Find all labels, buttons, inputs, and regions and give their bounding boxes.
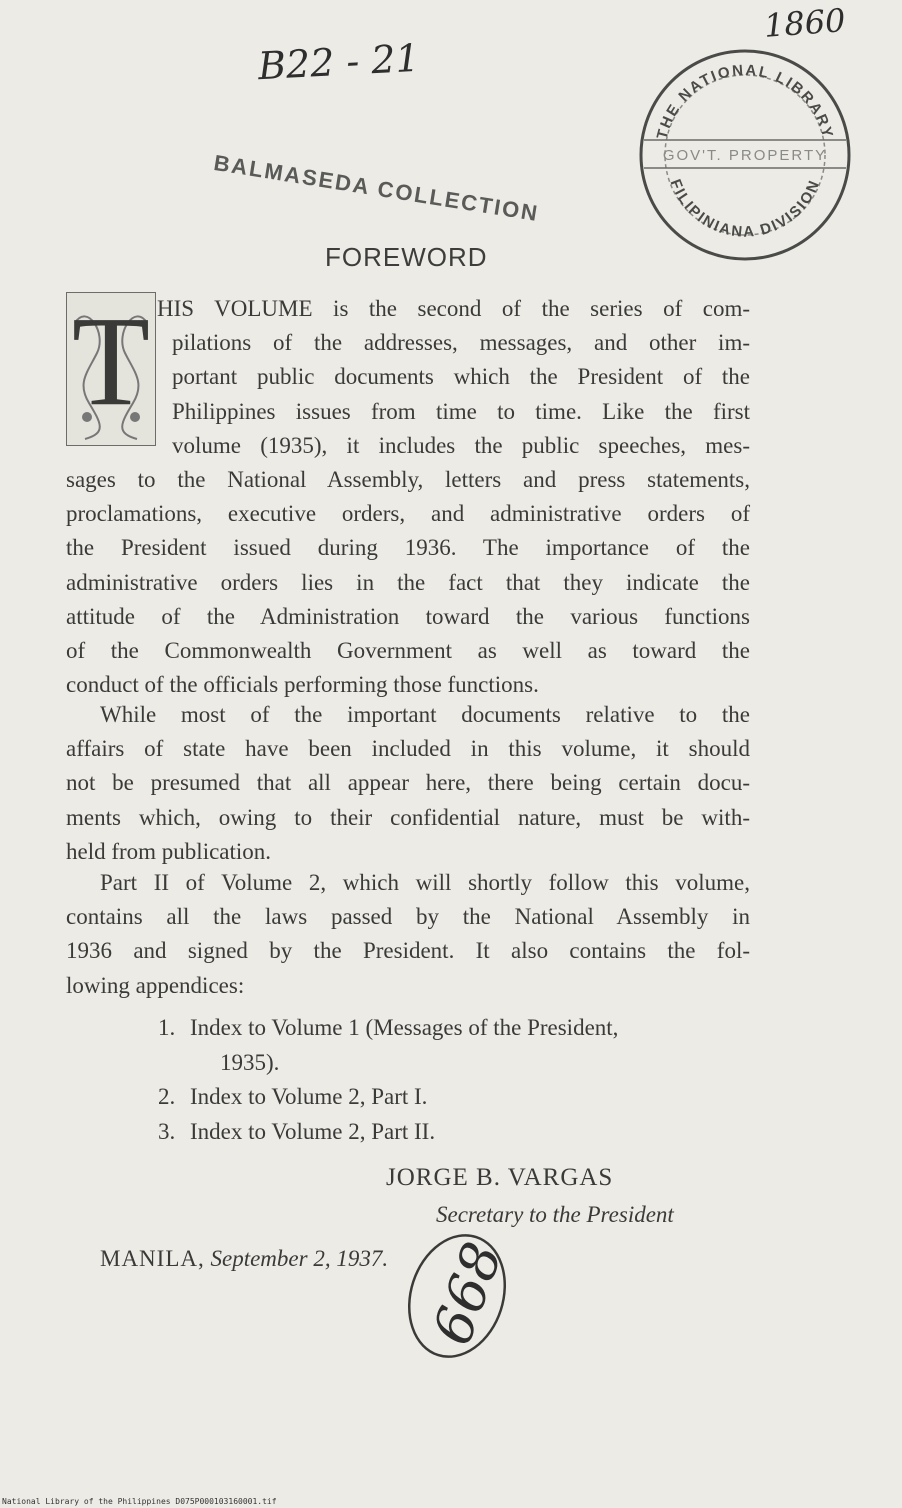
paragraph-line: volume (1935), it includes the public speeches, mes- — [172, 432, 750, 458]
paragraph-line: 1936 and signed by the President. It also contains the fol- — [66, 938, 750, 964]
list-item-number: 2. — [158, 1084, 176, 1109]
paragraph-line: contains all the laws passed by the National Assembly in — [66, 904, 750, 930]
paragraph-line: proclamations, executive orders, and administrative orders of — [66, 501, 750, 527]
paragraph-line: portant public documents which the President of the — [172, 364, 750, 390]
drop-cap-letter: T — [71, 290, 151, 432]
list-item-continuation: 1935). — [220, 1049, 280, 1075]
paragraph-line: not be presumed that all appear here, there being certain docu- — [66, 770, 750, 796]
place-and-date — [100, 1246, 388, 1272]
paragraph-line: affairs of state have been included in this volume, it should — [66, 736, 750, 762]
paragraph-line: ments which, owing to their confidential nature, must be with- — [66, 804, 750, 830]
foreword-paragraph-3 — [66, 866, 750, 1003]
archive-caption: National Library of the Philippines D075P000103160001.tif — [2, 1497, 277, 1506]
list-item-number: 1. — [158, 1015, 176, 1040]
list-item-text: Index to Volume 2, Part I. — [190, 1084, 428, 1109]
paragraph-line: Part II of Volume 2, which will shortly follow this volume, — [100, 870, 750, 895]
list-item-text: Index to Volume 1 (Messages of the President, — [190, 1015, 619, 1040]
signatory-name: JORGE B. VARGAS — [386, 1164, 614, 1191]
list-item-number: 3. — [158, 1118, 176, 1144]
foreword-paragraph-1 — [66, 292, 750, 702]
handwritten-corner-number: 1860 — [762, 1, 847, 45]
paragraph-line: Philippines issues from time to time. Like the first — [172, 398, 750, 424]
foreword-paragraph-2 — [66, 698, 750, 869]
list-item — [158, 1011, 618, 1046]
place: MANILA, — [100, 1246, 205, 1271]
date: September 2, 1937. — [210, 1246, 389, 1271]
paragraph-line: of the Commonwealth Government as well as toward the — [66, 638, 750, 664]
signatory-title: Secretary to the President — [436, 1202, 674, 1227]
paragraph-line: attitude of the Administration toward the various functions — [66, 603, 750, 629]
seal-middle-text: GOV'T. PROPERTY — [662, 147, 828, 164]
library-seal-stamp — [630, 40, 860, 270]
list-item — [158, 1115, 618, 1150]
paragraph-line: HIS VOLUME is the second of the series of com- — [157, 296, 750, 321]
handwritten-shelf-mark: B22 - 21 — [256, 35, 421, 89]
page-title: FOREWORD — [325, 242, 488, 272]
paragraph-line: sages to the National Assembly, letters and press statements, — [66, 467, 750, 493]
paragraph-line: conduct of the officials performing those functions. — [66, 672, 539, 698]
handwritten-page-number: 668 — [420, 1234, 515, 1353]
list-item — [158, 1080, 618, 1115]
paragraph-line: administrative orders lies in the fact that they indicate the — [66, 569, 750, 595]
paragraph-line: held from publication. — [66, 838, 272, 864]
paragraph-line: pilations of the addresses, messages, and other im- — [172, 330, 750, 356]
paragraph-line: the President issued during 1936. The importance of the — [66, 535, 750, 561]
paragraph-line: While most of the important documents relative to the — [100, 702, 750, 727]
collection-stamp: BALMASEDA COLLECTION — [212, 150, 541, 227]
appendices-list — [158, 1011, 618, 1149]
paragraph-line: lowing appendices: — [66, 972, 245, 998]
list-item-text: Index to Volume 2, Part II. — [190, 1118, 436, 1144]
seal-bottom-text: FILIPINIANA DIVISION — [666, 176, 824, 241]
seal-top-text: THE NATIONAL LIBRARY — [653, 61, 837, 142]
